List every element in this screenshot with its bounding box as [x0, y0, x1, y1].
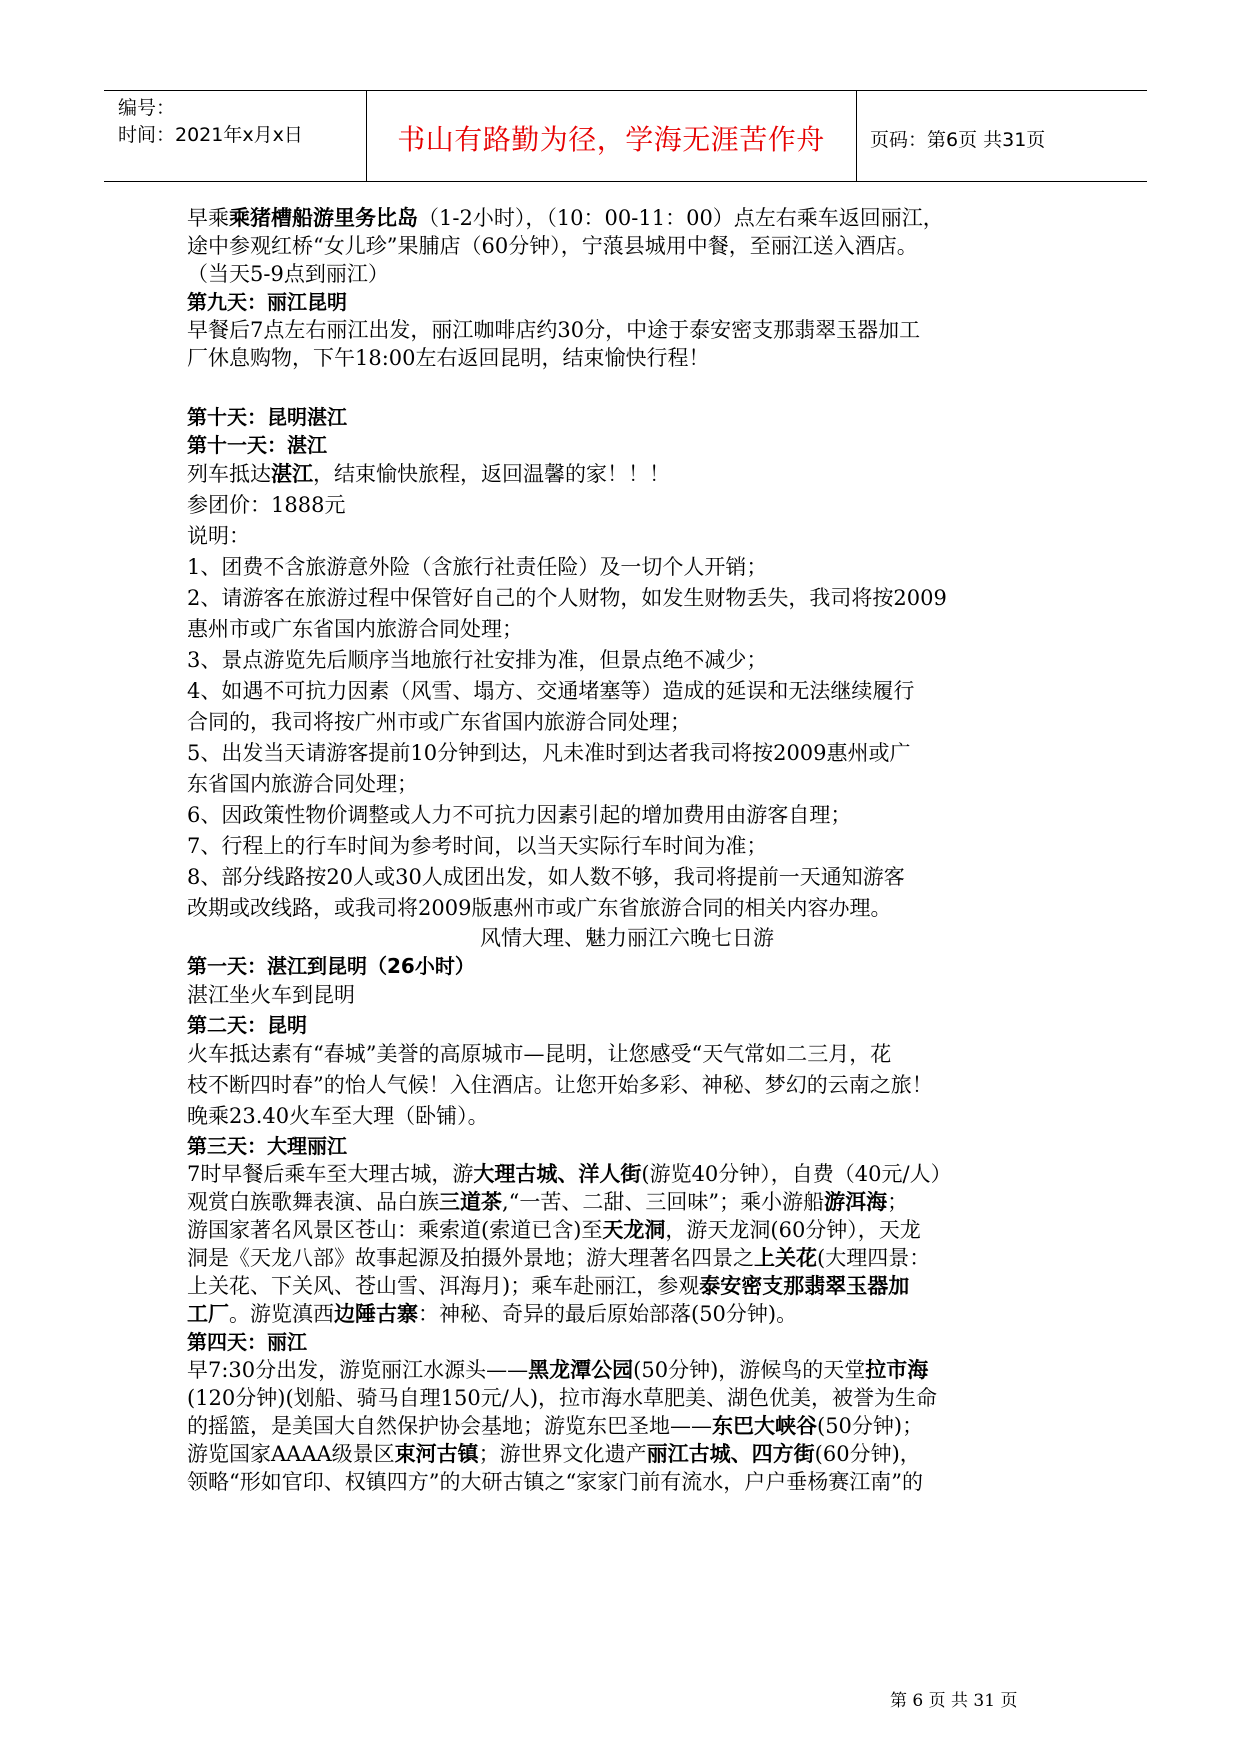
- header-motto: 书山有路勤为径，学海无涯苦作舟: [397, 123, 825, 156]
- paragraph-line: 7时早餐后乘车至大理古城，游大理古城、洋人街(游览40分钟），自费（40元/人）: [187, 1162, 952, 1186]
- note-item: 6、因政策性物价调整或人力不可抗力因素引起的增加费用由游客自理；: [187, 803, 852, 827]
- paragraph-line: 晚乘23.40火车至大理（卧铺）。: [187, 1104, 489, 1128]
- notes-label: 说明：: [187, 524, 250, 548]
- paragraph-line: 枝不断四时春”的怡人气候！入住酒店。让您开始多彩、神秘、梦幻的云南之旅！: [187, 1073, 933, 1097]
- document-body: [187, 204, 1067, 1496]
- paragraph-line: 上关花、下关风、苍山雪、洱海月)；乘车赴丽江，参观泰安密支那翡翠玉器加: [187, 1274, 910, 1298]
- day-heading: 第十一天：湛江: [187, 433, 327, 457]
- paragraph-line: 湛江坐火车到昆明: [187, 983, 355, 1007]
- note-item: 8、部分线路按20人或30人成团出发，如人数不够，我司将提前一天通知游客: [187, 865, 905, 889]
- paragraph-line: 工厂。游览滇西边陲古寨：神秘、奇异的最后原始部落(50分钟)。: [187, 1302, 798, 1326]
- paragraph-line: 途中参观红桥“女儿珍”果脯店（60分钟），宁蒗县城用中餐，至丽江送入酒店。: [187, 234, 918, 258]
- note-item: 改期或改线路，或我司将2009版惠州市或广东省旅游合同的相关内容办理。: [187, 896, 892, 920]
- doc-number-label: 编号：: [118, 97, 176, 119]
- note-item: 5、出发当天请游客提前10分钟到达，凡未准时到达者我司将按2009惠州或广: [187, 741, 911, 765]
- note-item: 惠州市或广东省国内旅游合同处理；: [187, 617, 523, 641]
- day-heading: 第四天：丽江: [187, 1330, 307, 1354]
- paragraph-line: (120分钟)(划船、骑马自理150元/人)，拉市海水草肥美、湖色优美，被誉为生命: [187, 1386, 938, 1410]
- day-heading: 第九天：丽江昆明: [187, 290, 347, 314]
- day-heading: 第一天：湛江到昆明（26小时）: [187, 954, 475, 978]
- note-item: 东省国内旅游合同处理；: [187, 772, 418, 796]
- header-page-cell: [856, 91, 1147, 181]
- paragraph-line: 厂休息购物，下午18:00左右返回昆明，结束愉快行程！: [187, 346, 710, 370]
- paragraph-line: 游国家著名风景区苍山：乘索道(索道已含)至天龙洞，游天龙洞(60分钟），天龙: [187, 1218, 921, 1242]
- page-header: [104, 90, 1147, 182]
- paragraph-line: 早7:30分出发，游览丽江水源头——黑龙潭公园(50分钟)，游候鸟的天堂拉市海: [187, 1358, 929, 1382]
- note-item: 2、请游客在旅游过程中保管好自己的个人财物，如发生财物丢失，我司将按2009: [187, 586, 947, 610]
- tour-title: 风情大理、魅力丽江六晚七日游: [480, 926, 774, 950]
- blank-line: [187, 372, 1067, 403]
- day-heading: 第十天：昆明湛江: [187, 405, 347, 429]
- paragraph-line: 洞是《天龙八部》故事起源及拍摄外景地；游大理著名四景之上关花(大理四景：: [187, 1246, 931, 1270]
- paragraph-line: 火车抵达素有“春城”美誉的高原城市—昆明，让您感受“天气常如二三月，花: [187, 1042, 892, 1066]
- paragraph-line: 游览国家AAAA级景区束河古镇；游世界文化遗产丽江古城、四方街(60分钟)，: [187, 1442, 921, 1466]
- paragraph-line: 列车抵达湛江，结束愉快旅程，返回温馨的家！！！: [187, 462, 670, 486]
- paragraph-line: 的摇篮，是美国大自然保护协会基地；游览东巴圣地——东巴大峡谷(50分钟)；: [187, 1414, 924, 1438]
- note-item: 合同的，我司将按广州市或广东省国内旅游合同处理；: [187, 710, 691, 734]
- day-heading: 第二天：昆明: [187, 1013, 307, 1037]
- paragraph-line: 早餐后7点左右丽江出发，丽江咖啡店约30分，中途于泰安密支那翡翠玉器加工: [187, 318, 921, 342]
- note-item: 4、如遇不可抗力因素（风雪、塌方、交通堵塞等）造成的延误和无法继续履行: [187, 679, 915, 703]
- price-line: 参团价：1888元: [187, 493, 346, 517]
- header-page-info: 页码：第6页 共31页: [870, 129, 1046, 151]
- day-heading: 第三天：大理丽江: [187, 1134, 347, 1158]
- note-item: 3、景点游览先后顺序当地旅行社安排为准，但景点绝不减少；: [187, 648, 768, 672]
- paragraph-line: 观赏白族歌舞表演、品白族三道茶,“一苦、二甜、三回味”；乘小游船游洱海；: [187, 1190, 909, 1214]
- note-item: 1、团费不含旅游意外险（含旅行社责任险）及一切个人开销；: [187, 555, 768, 579]
- doc-time-label: 时间：2021年x月x日: [118, 124, 303, 146]
- header-meta-cell: [104, 91, 367, 181]
- page-footer: 第 6 页 共 31 页: [890, 1691, 1018, 1711]
- paragraph-line: 领略“形如官印、权镇四方”的大研古镇之“家家门前有流水，户户垂杨赛江南”的: [187, 1470, 923, 1494]
- paragraph-line: 早乘乘猪槽船游里务比岛（1-2小时），（10：00-11：00）点左右乘车返回丽江，: [187, 206, 944, 230]
- header-motto-cell: [366, 91, 857, 181]
- paragraph-line: （当天5-9点到丽江）: [187, 262, 389, 286]
- note-item: 7、行程上的行车时间为参考时间，以当天实际行车时间为准；: [187, 834, 768, 858]
